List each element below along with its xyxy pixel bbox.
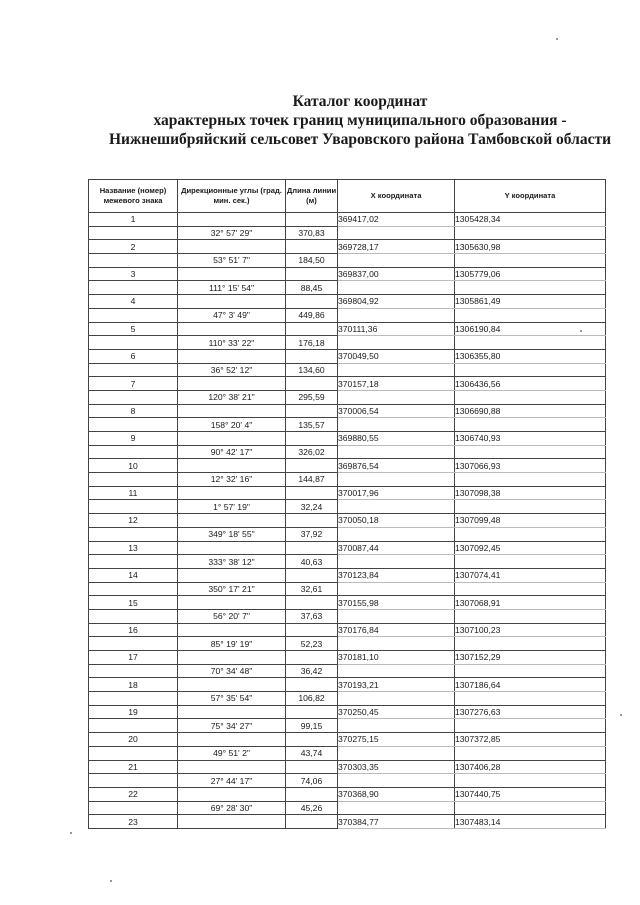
empty-cell — [286, 678, 338, 692]
empty-cell — [178, 787, 286, 801]
line-length: 134,60 — [286, 363, 338, 377]
point-number: 13 — [89, 541, 178, 555]
scan-speck — [70, 832, 72, 834]
point-row — [89, 596, 606, 610]
x-coordinate: 370050,18 — [338, 514, 455, 528]
empty-cell — [178, 541, 286, 555]
empty-cell — [89, 664, 178, 678]
line-length: 326,02 — [286, 445, 338, 459]
empty-cell — [89, 555, 178, 569]
empty-cell — [89, 281, 178, 295]
direction-angle: 111° 15' 54" — [178, 281, 286, 295]
direction-angle: 47° 3' 49" — [178, 308, 286, 322]
point-number: 22 — [89, 787, 178, 801]
point-row — [89, 213, 606, 227]
point-number: 2 — [89, 240, 178, 254]
empty-cell — [178, 815, 286, 829]
point-number: 20 — [89, 733, 178, 747]
empty-cell — [286, 514, 338, 528]
segment-row — [89, 664, 606, 678]
empty-cell — [338, 418, 455, 432]
y-coordinate: 1307406,28 — [455, 760, 606, 774]
empty-cell — [89, 336, 178, 350]
empty-cell — [286, 705, 338, 719]
y-coordinate: 1307066,93 — [455, 459, 606, 473]
x-coordinate: 369880,55 — [338, 432, 455, 446]
point-row — [89, 568, 606, 582]
point-row — [89, 733, 606, 747]
empty-cell — [286, 459, 338, 473]
empty-cell — [455, 692, 606, 706]
direction-angle: 69° 28' 30" — [178, 801, 286, 815]
empty-cell — [338, 363, 455, 377]
x-coordinate: 370275,15 — [338, 733, 455, 747]
x-coordinate: 370006,54 — [338, 404, 455, 418]
scan-speck — [580, 330, 582, 332]
x-coordinate: 369417,02 — [338, 213, 455, 227]
point-row — [89, 240, 606, 254]
empty-cell — [455, 445, 606, 459]
title-line-1: Каталог координат — [292, 93, 428, 110]
empty-cell — [455, 418, 606, 432]
segment-row — [89, 281, 606, 295]
y-coordinate: 1307100,23 — [455, 623, 606, 637]
empty-cell — [338, 746, 455, 760]
segment-row — [89, 418, 606, 432]
empty-cell — [178, 733, 286, 747]
direction-angle: 1° 57' 19" — [178, 500, 286, 514]
y-coordinate: 1307483,14 — [455, 815, 606, 829]
point-row — [89, 623, 606, 637]
empty-cell — [455, 336, 606, 350]
empty-cell — [286, 322, 338, 336]
y-coordinate: 1306190,84 — [455, 322, 606, 336]
empty-cell — [455, 281, 606, 295]
empty-cell — [89, 363, 178, 377]
empty-cell — [455, 500, 606, 514]
segment-row — [89, 336, 606, 350]
empty-cell — [178, 404, 286, 418]
empty-cell — [338, 527, 455, 541]
direction-angle: 70° 34' 48" — [178, 664, 286, 678]
empty-cell — [338, 500, 455, 514]
segment-row — [89, 746, 606, 760]
point-row — [89, 459, 606, 473]
segment-row — [89, 254, 606, 268]
x-coordinate: 370017,96 — [338, 486, 455, 500]
direction-angle: 120° 38' 21" — [178, 390, 286, 404]
direction-angle: 333° 38' 12" — [178, 555, 286, 569]
empty-cell — [89, 609, 178, 623]
empty-cell — [286, 815, 338, 829]
empty-cell — [89, 445, 178, 459]
x-coordinate: 370303,35 — [338, 760, 455, 774]
point-number: 17 — [89, 651, 178, 665]
empty-cell — [286, 349, 338, 363]
x-coordinate: 370087,44 — [338, 541, 455, 555]
empty-cell — [89, 692, 178, 706]
x-coordinate: 370368,90 — [338, 787, 455, 801]
point-number: 5 — [89, 322, 178, 336]
empty-cell — [286, 267, 338, 281]
point-row — [89, 705, 606, 719]
empty-cell — [338, 254, 455, 268]
header-point: Название (номер) межевого знака — [89, 180, 178, 213]
empty-cell — [338, 281, 455, 295]
empty-cell — [338, 637, 455, 651]
segment-row — [89, 226, 606, 240]
y-coordinate: 1306436,56 — [455, 377, 606, 391]
segment-row — [89, 609, 606, 623]
x-coordinate: 370176,84 — [338, 623, 455, 637]
empty-cell — [338, 582, 455, 596]
empty-cell — [178, 678, 286, 692]
line-length: 43,74 — [286, 746, 338, 760]
line-length: 45,26 — [286, 801, 338, 815]
x-coordinate: 370250,45 — [338, 705, 455, 719]
empty-cell — [455, 609, 606, 623]
point-row — [89, 760, 606, 774]
segment-row — [89, 473, 606, 487]
direction-angle: 90° 42' 17" — [178, 445, 286, 459]
point-number: 18 — [89, 678, 178, 692]
empty-cell — [178, 651, 286, 665]
empty-cell — [286, 733, 338, 747]
coordinates-table — [88, 179, 606, 829]
y-coordinate: 1306690,88 — [455, 404, 606, 418]
point-row — [89, 295, 606, 309]
segment-row — [89, 719, 606, 733]
point-number: 10 — [89, 459, 178, 473]
y-coordinate: 1307152,29 — [455, 651, 606, 665]
line-length: 106,82 — [286, 692, 338, 706]
point-number: 4 — [89, 295, 178, 309]
segment-row — [89, 445, 606, 459]
empty-cell — [89, 637, 178, 651]
direction-angle: 36° 52' 12" — [178, 363, 286, 377]
empty-cell — [286, 651, 338, 665]
direction-angle: 27° 44' 17" — [178, 774, 286, 788]
empty-cell — [286, 432, 338, 446]
x-coordinate: 369876,54 — [338, 459, 455, 473]
x-coordinate: 370193,21 — [338, 678, 455, 692]
empty-cell — [178, 623, 286, 637]
empty-cell — [286, 377, 338, 391]
segment-row — [89, 390, 606, 404]
line-length: 176,18 — [286, 336, 338, 350]
y-coordinate: 1306355,80 — [455, 349, 606, 363]
empty-cell — [178, 377, 286, 391]
point-row — [89, 486, 606, 500]
empty-cell — [286, 568, 338, 582]
point-number: 16 — [89, 623, 178, 637]
segment-row — [89, 555, 606, 569]
empty-cell — [286, 213, 338, 227]
empty-cell — [455, 801, 606, 815]
x-coordinate: 369804,92 — [338, 295, 455, 309]
empty-cell — [89, 719, 178, 733]
empty-cell — [455, 254, 606, 268]
empty-cell — [178, 240, 286, 254]
document-title — [60, 92, 640, 149]
y-coordinate: 1307098,38 — [455, 486, 606, 500]
scan-speck — [110, 880, 112, 882]
y-coordinate: 1307074,41 — [455, 568, 606, 582]
empty-cell — [286, 486, 338, 500]
point-number: 8 — [89, 404, 178, 418]
point-row — [89, 377, 606, 391]
direction-angle: 56° 20' 7" — [178, 609, 286, 623]
y-coordinate: 1307186,64 — [455, 678, 606, 692]
line-length: 88,45 — [286, 281, 338, 295]
empty-cell — [338, 801, 455, 815]
line-length: 370,83 — [286, 226, 338, 240]
x-coordinate: 370155,98 — [338, 596, 455, 610]
table-body — [89, 213, 606, 829]
point-number: 19 — [89, 705, 178, 719]
direction-angle: 350° 17' 21" — [178, 582, 286, 596]
empty-cell — [455, 363, 606, 377]
header-length: Длина линии (м) — [286, 180, 338, 213]
direction-angle: 12° 32' 16" — [178, 473, 286, 487]
line-length: 74,06 — [286, 774, 338, 788]
empty-cell — [338, 774, 455, 788]
segment-row — [89, 308, 606, 322]
segment-row — [89, 363, 606, 377]
empty-cell — [178, 760, 286, 774]
point-number: 14 — [89, 568, 178, 582]
y-coordinate: 1307099,48 — [455, 514, 606, 528]
empty-cell — [338, 473, 455, 487]
point-row — [89, 651, 606, 665]
empty-cell — [89, 801, 178, 815]
direction-angle: 110° 33' 22" — [178, 336, 286, 350]
segment-row — [89, 500, 606, 514]
point-number: 6 — [89, 349, 178, 363]
empty-cell — [286, 541, 338, 555]
direction-angle: 49° 51' 2" — [178, 746, 286, 760]
empty-cell — [455, 637, 606, 651]
x-coordinate: 370123,84 — [338, 568, 455, 582]
empty-cell — [286, 404, 338, 418]
empty-cell — [178, 267, 286, 281]
empty-cell — [89, 582, 178, 596]
point-number: 15 — [89, 596, 178, 610]
y-coordinate: 1306740,93 — [455, 432, 606, 446]
point-number: 11 — [89, 486, 178, 500]
line-length: 52,23 — [286, 637, 338, 651]
empty-cell — [178, 295, 286, 309]
empty-cell — [178, 568, 286, 582]
empty-cell — [338, 609, 455, 623]
direction-angle: 53° 51' 7" — [178, 254, 286, 268]
empty-cell — [455, 308, 606, 322]
empty-cell — [89, 500, 178, 514]
empty-cell — [286, 760, 338, 774]
direction-angle: 85° 19' 19" — [178, 637, 286, 651]
x-coordinate: 370384,77 — [338, 815, 455, 829]
empty-cell — [178, 596, 286, 610]
empty-cell — [89, 254, 178, 268]
y-coordinate: 1307092,45 — [455, 541, 606, 555]
y-coordinate: 1305630,98 — [455, 240, 606, 254]
direction-angle: 75° 34' 27" — [178, 719, 286, 733]
empty-cell — [455, 527, 606, 541]
empty-cell — [178, 514, 286, 528]
point-row — [89, 514, 606, 528]
empty-cell — [89, 774, 178, 788]
empty-cell — [178, 322, 286, 336]
empty-cell — [455, 582, 606, 596]
point-row — [89, 404, 606, 418]
empty-cell — [455, 746, 606, 760]
empty-cell — [455, 473, 606, 487]
point-row — [89, 787, 606, 801]
y-coordinate: 1307068,91 — [455, 596, 606, 610]
y-coordinate: 1305779,06 — [455, 267, 606, 281]
scan-speck — [556, 38, 558, 40]
empty-cell — [286, 295, 338, 309]
point-number: 9 — [89, 432, 178, 446]
empty-cell — [338, 555, 455, 569]
line-length: 295,59 — [286, 390, 338, 404]
point-number: 3 — [89, 267, 178, 281]
scan-speck — [620, 714, 622, 716]
point-row — [89, 432, 606, 446]
empty-cell — [89, 527, 178, 541]
empty-cell — [455, 226, 606, 240]
empty-cell — [455, 390, 606, 404]
point-row — [89, 267, 606, 281]
point-row — [89, 349, 606, 363]
point-number: 1 — [89, 213, 178, 227]
line-length: 184,50 — [286, 254, 338, 268]
line-length: 32,61 — [286, 582, 338, 596]
title-line-3: Нижнешибряйский сельсовет Уваровского района Тамбовской области — [109, 131, 611, 148]
point-row — [89, 815, 606, 829]
empty-cell — [455, 555, 606, 569]
x-coordinate: 370157,18 — [338, 377, 455, 391]
empty-cell — [178, 705, 286, 719]
line-length: 37,92 — [286, 527, 338, 541]
empty-cell — [178, 213, 286, 227]
line-length: 135,57 — [286, 418, 338, 432]
empty-cell — [338, 226, 455, 240]
direction-angle: 349° 18' 55" — [178, 527, 286, 541]
empty-cell — [89, 418, 178, 432]
line-length: 32,24 — [286, 500, 338, 514]
segment-row — [89, 774, 606, 788]
x-coordinate: 370049,50 — [338, 349, 455, 363]
x-coordinate: 369837,00 — [338, 267, 455, 281]
table-header-row — [89, 180, 606, 213]
empty-cell — [178, 486, 286, 500]
empty-cell — [286, 240, 338, 254]
segment-row — [89, 692, 606, 706]
segment-row — [89, 637, 606, 651]
empty-cell — [338, 445, 455, 459]
title-line-2: характерных точек границ муниципального образования - — [153, 112, 567, 129]
empty-cell — [455, 719, 606, 733]
direction-angle: 32° 57' 29" — [178, 226, 286, 240]
empty-cell — [286, 596, 338, 610]
point-number: 7 — [89, 377, 178, 391]
empty-cell — [338, 664, 455, 678]
point-row — [89, 322, 606, 336]
empty-cell — [338, 308, 455, 322]
empty-cell — [338, 692, 455, 706]
empty-cell — [455, 664, 606, 678]
empty-cell — [89, 226, 178, 240]
empty-cell — [89, 746, 178, 760]
empty-cell — [286, 623, 338, 637]
y-coordinate: 1307276,63 — [455, 705, 606, 719]
point-number: 12 — [89, 514, 178, 528]
empty-cell — [89, 308, 178, 322]
direction-angle: 57° 35' 54" — [178, 692, 286, 706]
segment-row — [89, 582, 606, 596]
y-coordinate: 1305428,34 — [455, 213, 606, 227]
empty-cell — [89, 473, 178, 487]
y-coordinate: 1307372,85 — [455, 733, 606, 747]
line-length: 99,15 — [286, 719, 338, 733]
line-length: 36,42 — [286, 664, 338, 678]
x-coordinate: 369728,17 — [338, 240, 455, 254]
empty-cell — [178, 432, 286, 446]
line-length: 144,87 — [286, 473, 338, 487]
point-number: 21 — [89, 760, 178, 774]
point-row — [89, 678, 606, 692]
header-angle: Дирекционные углы (град. мин. сек.) — [178, 180, 286, 213]
empty-cell — [338, 336, 455, 350]
line-length: 37,63 — [286, 609, 338, 623]
empty-cell — [338, 719, 455, 733]
empty-cell — [455, 774, 606, 788]
y-coordinate: 1305861,49 — [455, 295, 606, 309]
header-y: Y координата — [455, 180, 606, 213]
direction-angle: 158° 20' 4" — [178, 418, 286, 432]
line-length: 449,86 — [286, 308, 338, 322]
y-coordinate: 1307440,75 — [455, 787, 606, 801]
segment-row — [89, 801, 606, 815]
header-x: Х координата — [338, 180, 455, 213]
empty-cell — [178, 349, 286, 363]
point-number: 23 — [89, 815, 178, 829]
empty-cell — [286, 787, 338, 801]
empty-cell — [338, 390, 455, 404]
x-coordinate: 370181,10 — [338, 651, 455, 665]
line-length: 40,63 — [286, 555, 338, 569]
empty-cell — [89, 390, 178, 404]
segment-row — [89, 527, 606, 541]
empty-cell — [178, 459, 286, 473]
x-coordinate: 370111,36 — [338, 322, 455, 336]
point-row — [89, 541, 606, 555]
